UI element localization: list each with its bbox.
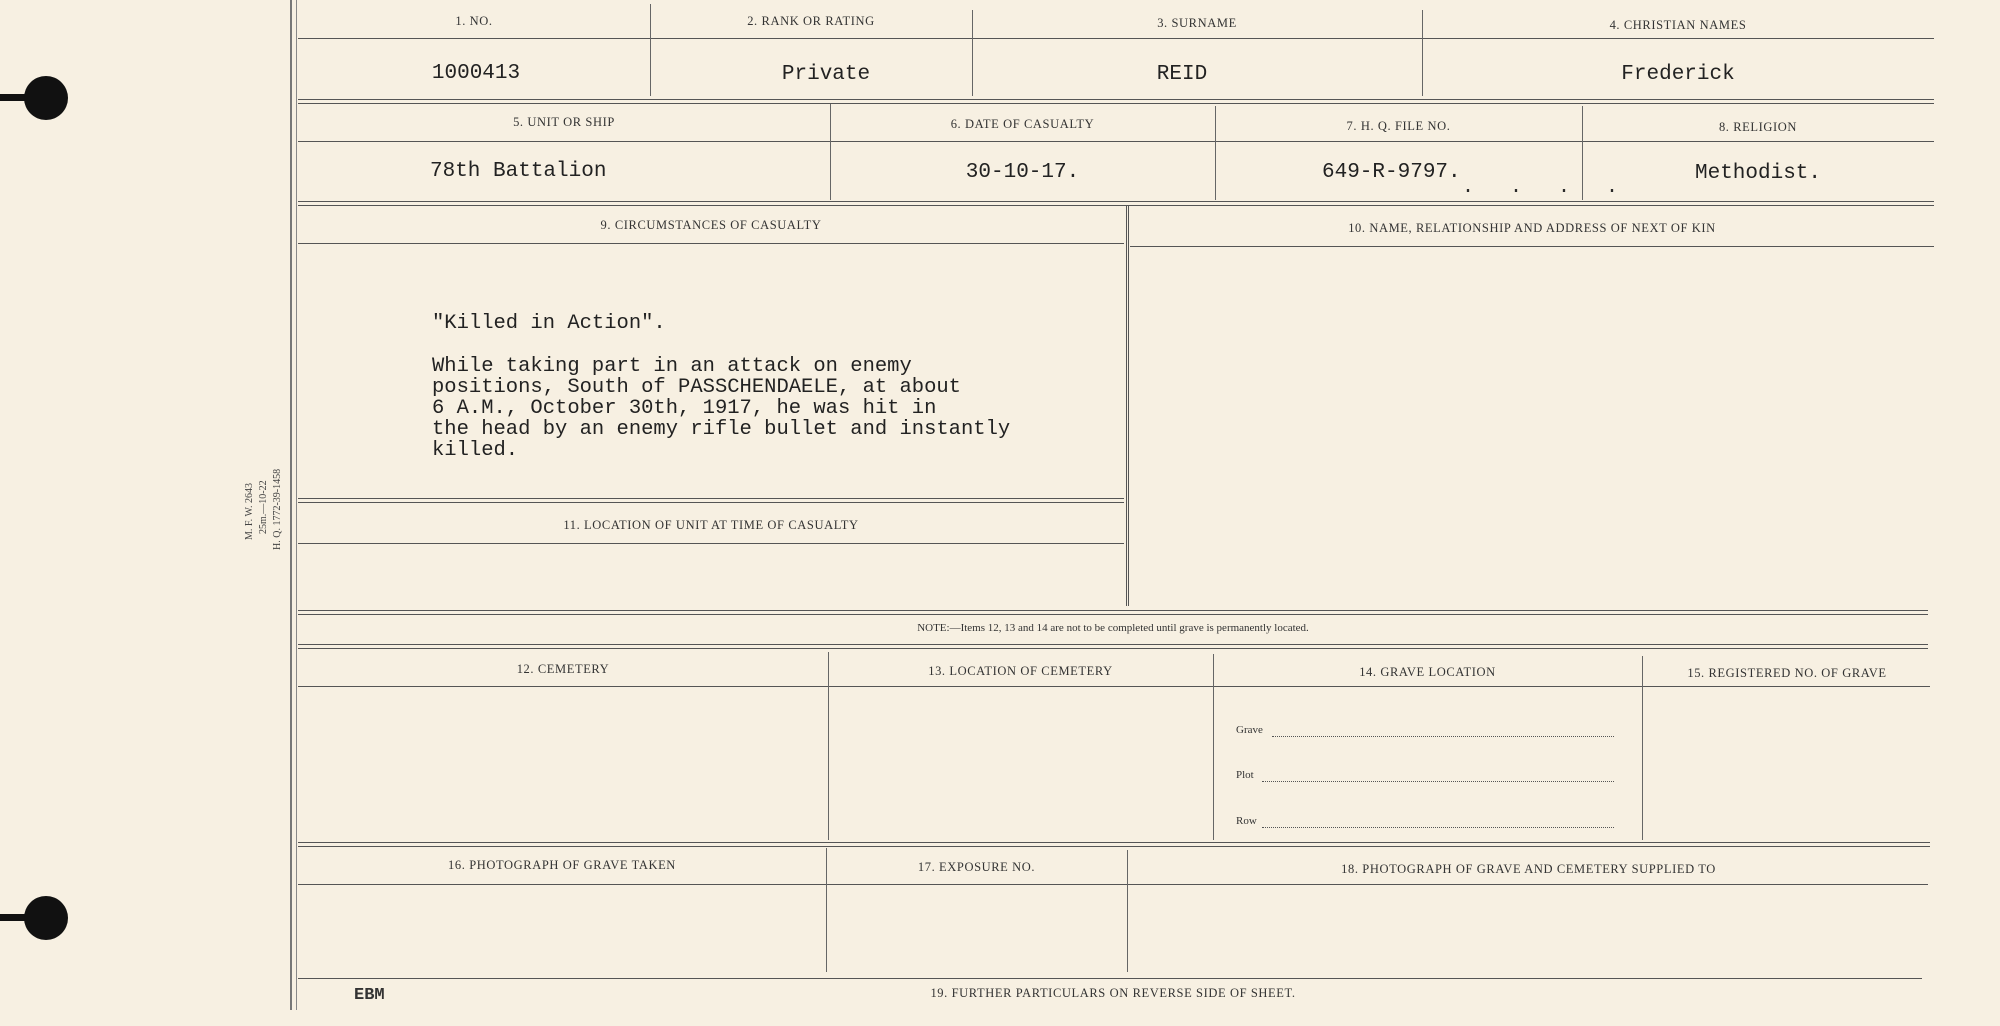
label-next-of-kin: 10. NAME, RELATIONSHIP AND ADDRESS OF NEXT OF KIN xyxy=(1348,221,1716,235)
location-unit-top-line xyxy=(298,498,1124,503)
circumstances-line-5: killed. xyxy=(432,439,519,462)
label-surname: 3. SURNAME xyxy=(1157,16,1237,30)
next-of-kin-label-line xyxy=(1130,246,1934,247)
row-field-line xyxy=(1262,827,1614,828)
label-no: 1. NO. xyxy=(455,14,493,28)
footer-top-line xyxy=(298,978,1922,979)
clerk-initials: EBM xyxy=(354,986,385,1005)
binder-hole-top xyxy=(24,76,68,120)
left-margin-line-inner xyxy=(296,0,297,1010)
plot-field-line xyxy=(1262,781,1614,782)
label-registered-no: 15. REGISTERED NO. OF GRAVE xyxy=(1687,666,1887,680)
binder-hole-bottom xyxy=(24,896,68,940)
cemetery-bottom-line xyxy=(298,842,1930,847)
cemetery-divider-2 xyxy=(1213,654,1214,840)
grave-field-line xyxy=(1272,736,1614,737)
value-service-number: 1000413 xyxy=(431,62,521,85)
row1-label-line xyxy=(298,38,1934,39)
value-rank: Private xyxy=(781,63,871,86)
label-christian-names: 4. CHRISTIAN NAMES xyxy=(1609,18,1747,32)
label-photograph-supplied-to: 18. PHOTOGRAPH OF GRAVE AND CEMETERY SUPPLIED TO xyxy=(1341,862,1716,876)
label-grave-location: 14. GRAVE LOCATION xyxy=(1359,665,1496,679)
value-religion: Methodist. xyxy=(1694,162,1822,185)
circumstances-summary: "Killed in Action". xyxy=(432,312,666,335)
circumstances-line-4: the head by an enemy rifle bullet and instantly xyxy=(432,418,1011,441)
left-margin-line xyxy=(290,0,292,1010)
label-unit: 5. UNIT OR SHIP xyxy=(513,115,615,129)
cemetery-divider-1 xyxy=(828,652,829,840)
grave-field-label: Grave xyxy=(1236,724,1263,736)
photo-label-line xyxy=(298,884,1928,885)
cemetery-label-line xyxy=(298,686,1930,687)
circumstances-label-line xyxy=(298,243,1124,244)
value-unit: 78th Battalion xyxy=(430,160,607,183)
form-code-2: 25m.—10-22 xyxy=(258,480,269,534)
location-unit-label-line xyxy=(298,543,1124,544)
label-circumstances: 9. CIRCUMSTANCES OF CASUALTY xyxy=(600,218,822,232)
circumstances-line-3: 6 A.M., October 30th, 1917, he was hit in xyxy=(432,397,937,420)
value-date-of-casualty: 30-10-17. xyxy=(965,161,1080,184)
value-surname: REID xyxy=(1156,63,1208,86)
form-code-3: H. Q. 1772-39-1458 xyxy=(272,468,283,550)
circumstances-line-2: positions, South of PASSCHENDAELE, at about xyxy=(432,376,961,399)
label-cemetery: 12. CEMETERY xyxy=(516,662,610,676)
row2-label-line xyxy=(298,141,1934,142)
label-location-of-unit: 11. LOCATION OF UNIT AT TIME OF CASUALTY xyxy=(563,518,859,532)
note-text: NOTE:—Items 12, 13 and 14 are not to be completed until grave is permanently located. xyxy=(917,622,1309,634)
circumstances-divider xyxy=(1126,206,1129,606)
note-bottom-line xyxy=(298,644,1928,649)
row-field-label: Row xyxy=(1236,815,1257,827)
label-date-of-casualty: 6. DATE OF CASUALTY xyxy=(950,117,1095,131)
row2-bottom-line xyxy=(298,201,1934,206)
note-top-line xyxy=(298,610,1928,615)
label-religion: 8. RELIGION xyxy=(1718,120,1798,134)
label-location-of-cemetery: 13. LOCATION OF CEMETERY xyxy=(928,664,1113,678)
label-photograph-taken: 16. PHOTOGRAPH OF GRAVE TAKEN xyxy=(448,858,676,872)
label-further-particulars: 19. FURTHER PARTICULARS ON REVERSE SIDE OF SHEET. xyxy=(930,986,1296,1000)
plot-field-label: Plot xyxy=(1236,769,1254,781)
value-christian-names: Frederick xyxy=(1621,63,1735,86)
row1-bottom-line xyxy=(298,99,1934,104)
form-code-1: M. F. W. 2643 xyxy=(244,483,255,540)
label-rank: 2. RANK OR RATING xyxy=(747,14,875,28)
label-exposure-no: 17. EXPOSURE NO. xyxy=(917,860,1036,874)
cemetery-divider-3 xyxy=(1642,656,1643,840)
circumstances-line-1: While taking part in an attack on enemy xyxy=(432,355,912,378)
value-hq-file-no: 649-R-9797. xyxy=(1322,161,1461,184)
file-no-dots: . . . . xyxy=(1462,176,1631,199)
label-hq-file-no: 7. H. Q. FILE NO. xyxy=(1346,119,1451,133)
